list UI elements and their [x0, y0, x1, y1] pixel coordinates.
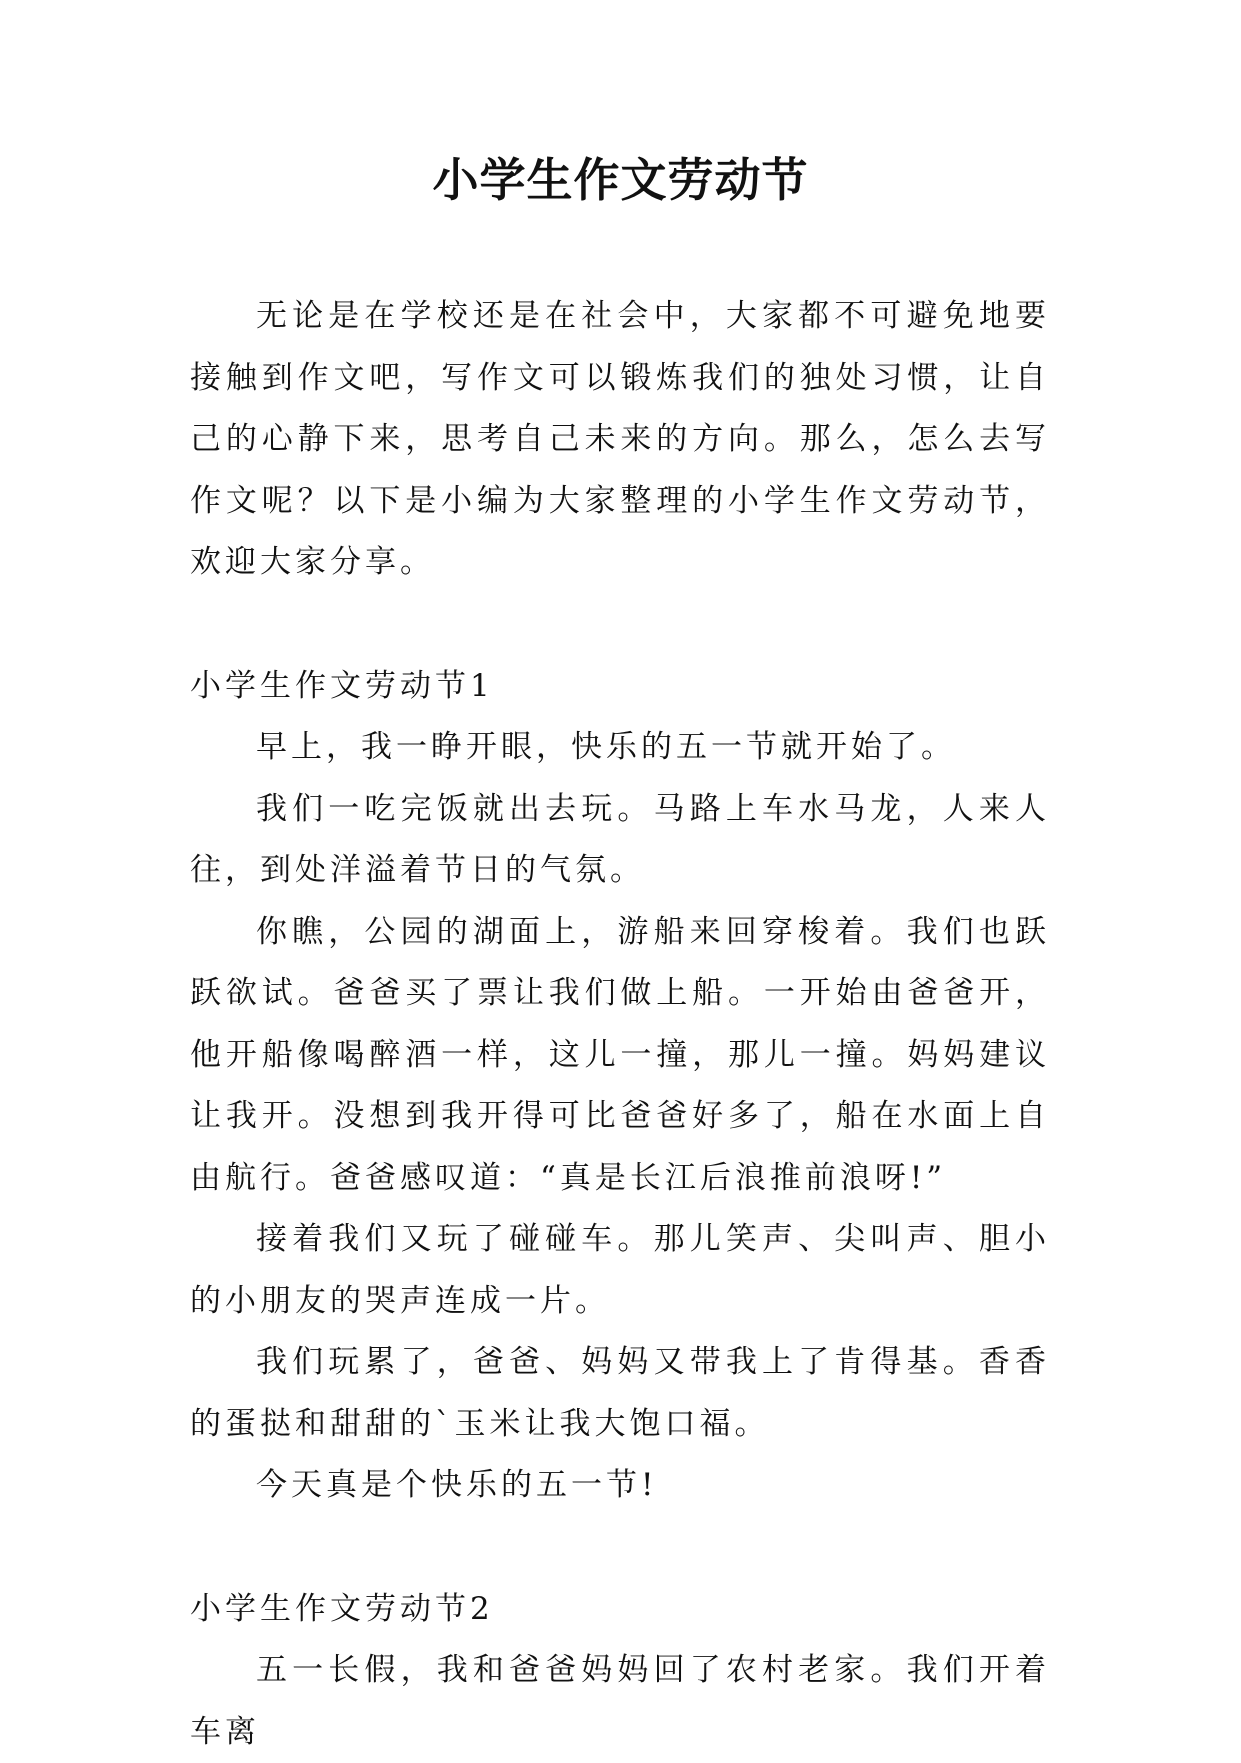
essay-section-2 — [190, 1579, 1050, 1763]
intro-paragraph: 无论是在学校还是在社会中，大家都不可避免地要接触到作文吧，写作文可以锻炼我们的独处习惯，让自己的心静下来，思考自己未来的方向。那么，怎么去写作文呢？以下是小编为大家整理的小学生作文劳动节，欢迎大家分享。 — [190, 286, 1050, 594]
document-title: 小学生作文劳动节 — [0, 152, 1241, 208]
section-gap — [190, 594, 1050, 656]
body-paragraph: 你瞧，公园的湖面上，游船来回穿梭着。我们也跃跃欲试。爸爸买了票让我们做上船。一开始由爸爸开，他开船像喝醉酒一样，这儿一撞，那儿一撞。妈妈建议让我开。没想到我开得可比爸爸好多了，船在水面上自由航行。爸爸感叹道：“真是长江后浪推前浪呀!” — [190, 902, 1050, 1210]
section-heading: 小学生作文劳动节2 — [190, 1579, 1050, 1641]
body-paragraph: 我们玩累了，爸爸、妈妈又带我上了肯得基。香香的蛋挞和甜甜的`玉米让我大饱口福。 — [190, 1332, 1050, 1455]
essay-section-1 — [190, 656, 1050, 1517]
document-body — [190, 286, 1050, 1763]
body-paragraph: 早上，我一睁开眼，快乐的五一节就开始了。 — [190, 717, 1050, 779]
body-paragraph: 我们一吃完饭就出去玩。马路上车水马龙，人来人往，到处洋溢着节日的气氛。 — [190, 779, 1050, 902]
body-paragraph: 今天真是个快乐的五一节! — [190, 1455, 1050, 1517]
body-paragraph: 五一长假，我和爸爸妈妈回了农村老家。我们开着车离 — [190, 1640, 1050, 1763]
section-heading: 小学生作文劳动节1 — [190, 656, 1050, 718]
section-gap — [190, 1517, 1050, 1579]
body-paragraph: 接着我们又玩了碰碰车。那儿笑声、尖叫声、胆小的小朋友的哭声连成一片。 — [190, 1209, 1050, 1332]
